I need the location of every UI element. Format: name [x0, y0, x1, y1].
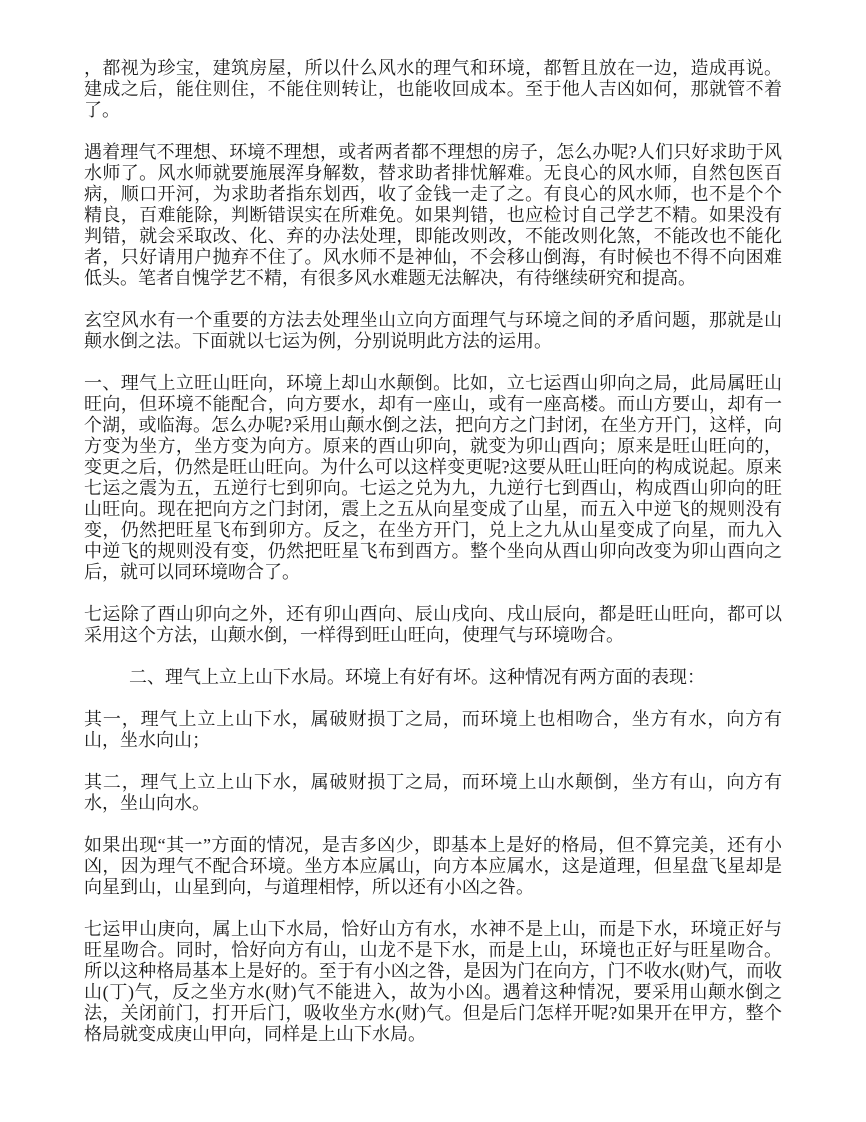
paragraph: ，都视为珍宝，建筑房屋，所以什么风水的理气和环境，都暂且放在一边，造成再说。建成之后，能住则住，不能住则转让，也能收回成本。至于他人吉凶如何，那就管不着了。 — [84, 58, 782, 120]
paragraph: 如果出现“其一”方面的情况，是吉多凶少，即基本上是好的格局，但不算完美，还有小凶，因为理气不配合环境。坐方本应属山，向方本应属水，这是道理，但星盘飞星却是向星到山，山星到向，与道理相悖，所以还有小凶之咎。 — [84, 835, 782, 897]
paragraph: 遇着理气不理想、环境不理想，或者两者都不理想的房子，怎么办呢?人们只好求助于风水师了。风水师就要施展浑身解数，替求助者排忧解难。无良心的风水师，自然包医百病，顺口开河，为求助者指东划西，收了金钱一走了之。有良心的风水师，也不是个个精良，百难能除，判断错误实在所难免。如果判错，也应检讨自己学艺不精。如果没有判错，就会采取改、化、弃的办法处理，即能改则改，不能改则化煞，不能改也不能化者，只好请用户抛弃不住了。风水师不是神仙，不会移山倒海，有时候也不得不向困难低头。笔者自愧学艺不精，有很多风水难题无法解决，有待继续研究和提高。 — [84, 142, 782, 288]
paragraph: 其二，理气上立上山下水，属破财损丁之局，而环境上山水颠倒，坐方有山，向方有水，坐山向水。 — [84, 772, 782, 813]
paragraph: 二、理气上立上山下水局。环境上有好有坏。这种情况有两方面的表现： — [129, 667, 705, 687]
paragraph: 其一，理气上立上山下水，属破财损丁之局，而环境上也相吻合，坐方有水，向方有山，坐水向山； — [84, 709, 782, 750]
paragraph: 七运除了酉山卯向之外，还有卯山酉向、辰山戌向、戌山辰向，都是旺山旺向，都可以采用这个方法，山颠水倒，一样得到旺山旺向，使理气与环境吻合。 — [84, 604, 782, 645]
paragraph-container — [84, 58, 782, 1045]
paragraph: 七运甲山庚向，属上山下水局，恰好山方有水，水神不是上山，而是下水，环境正好与旺星吻合。同时，恰好向方有山，山龙不是下水，而是上山，环境也正好与旺星吻合。所以这种格局基本上是好的。至于有小凶之咎，是因为门在向方，门不收水(财)气，而收山(丁)气，反之坐方水(财)气不能进入，故为小凶。遇着这种情况，要采用山颠水倒之法，关闭前门，打开后门，吸收坐方水(财)气。但是后门怎样开呢?如果开在甲方，整个格局就变成庚山甲向，同样是上山下水局。 — [84, 919, 782, 1044]
paragraph: 玄空风水有一个重要的方法去处理坐山立向方面理气与环境之间的矛盾问题，那就是山颠水倒之法。下面就以七运为例，分别说明此方法的运用。 — [84, 310, 782, 351]
paragraph: 一、理气上立旺山旺向，环境上却山水颠倒。比如，立七运酉山卯向之局，此局属旺山旺向，但环境不能配合，向方要水，却有一座山，或有一座高楼。而山方要山，却有一个湖，或临海。怎么办呢?采用山颠水倒之法，把向方之门封闭，在坐方开门，这样，向方变为坐方，坐方变为向方。原来的酉山卯向，就变为卯山酉向；原来是旺山旺向的，变更之后，仍然是旺山旺向。为什么可以这样变更呢?这要从旺山旺向的构成说起。原来七运之震为五，五逆行七到卯向。七运之兑为九，九逆行七到酉山，构成酉山卯向的旺山旺向。现在把向方之门封闭，震上之五从向星变成了山星，而五入中逆飞的规则没有变，仍然把旺星飞布到卯方。反之，在坐方开门，兑上之九从山星变成了向星，而九入中逆飞的规则没有变，仍然把旺星飞布到酉方。整个坐向从酉山卯向改变为卯山酉向之后，就可以同环境吻合了。 — [84, 373, 782, 582]
